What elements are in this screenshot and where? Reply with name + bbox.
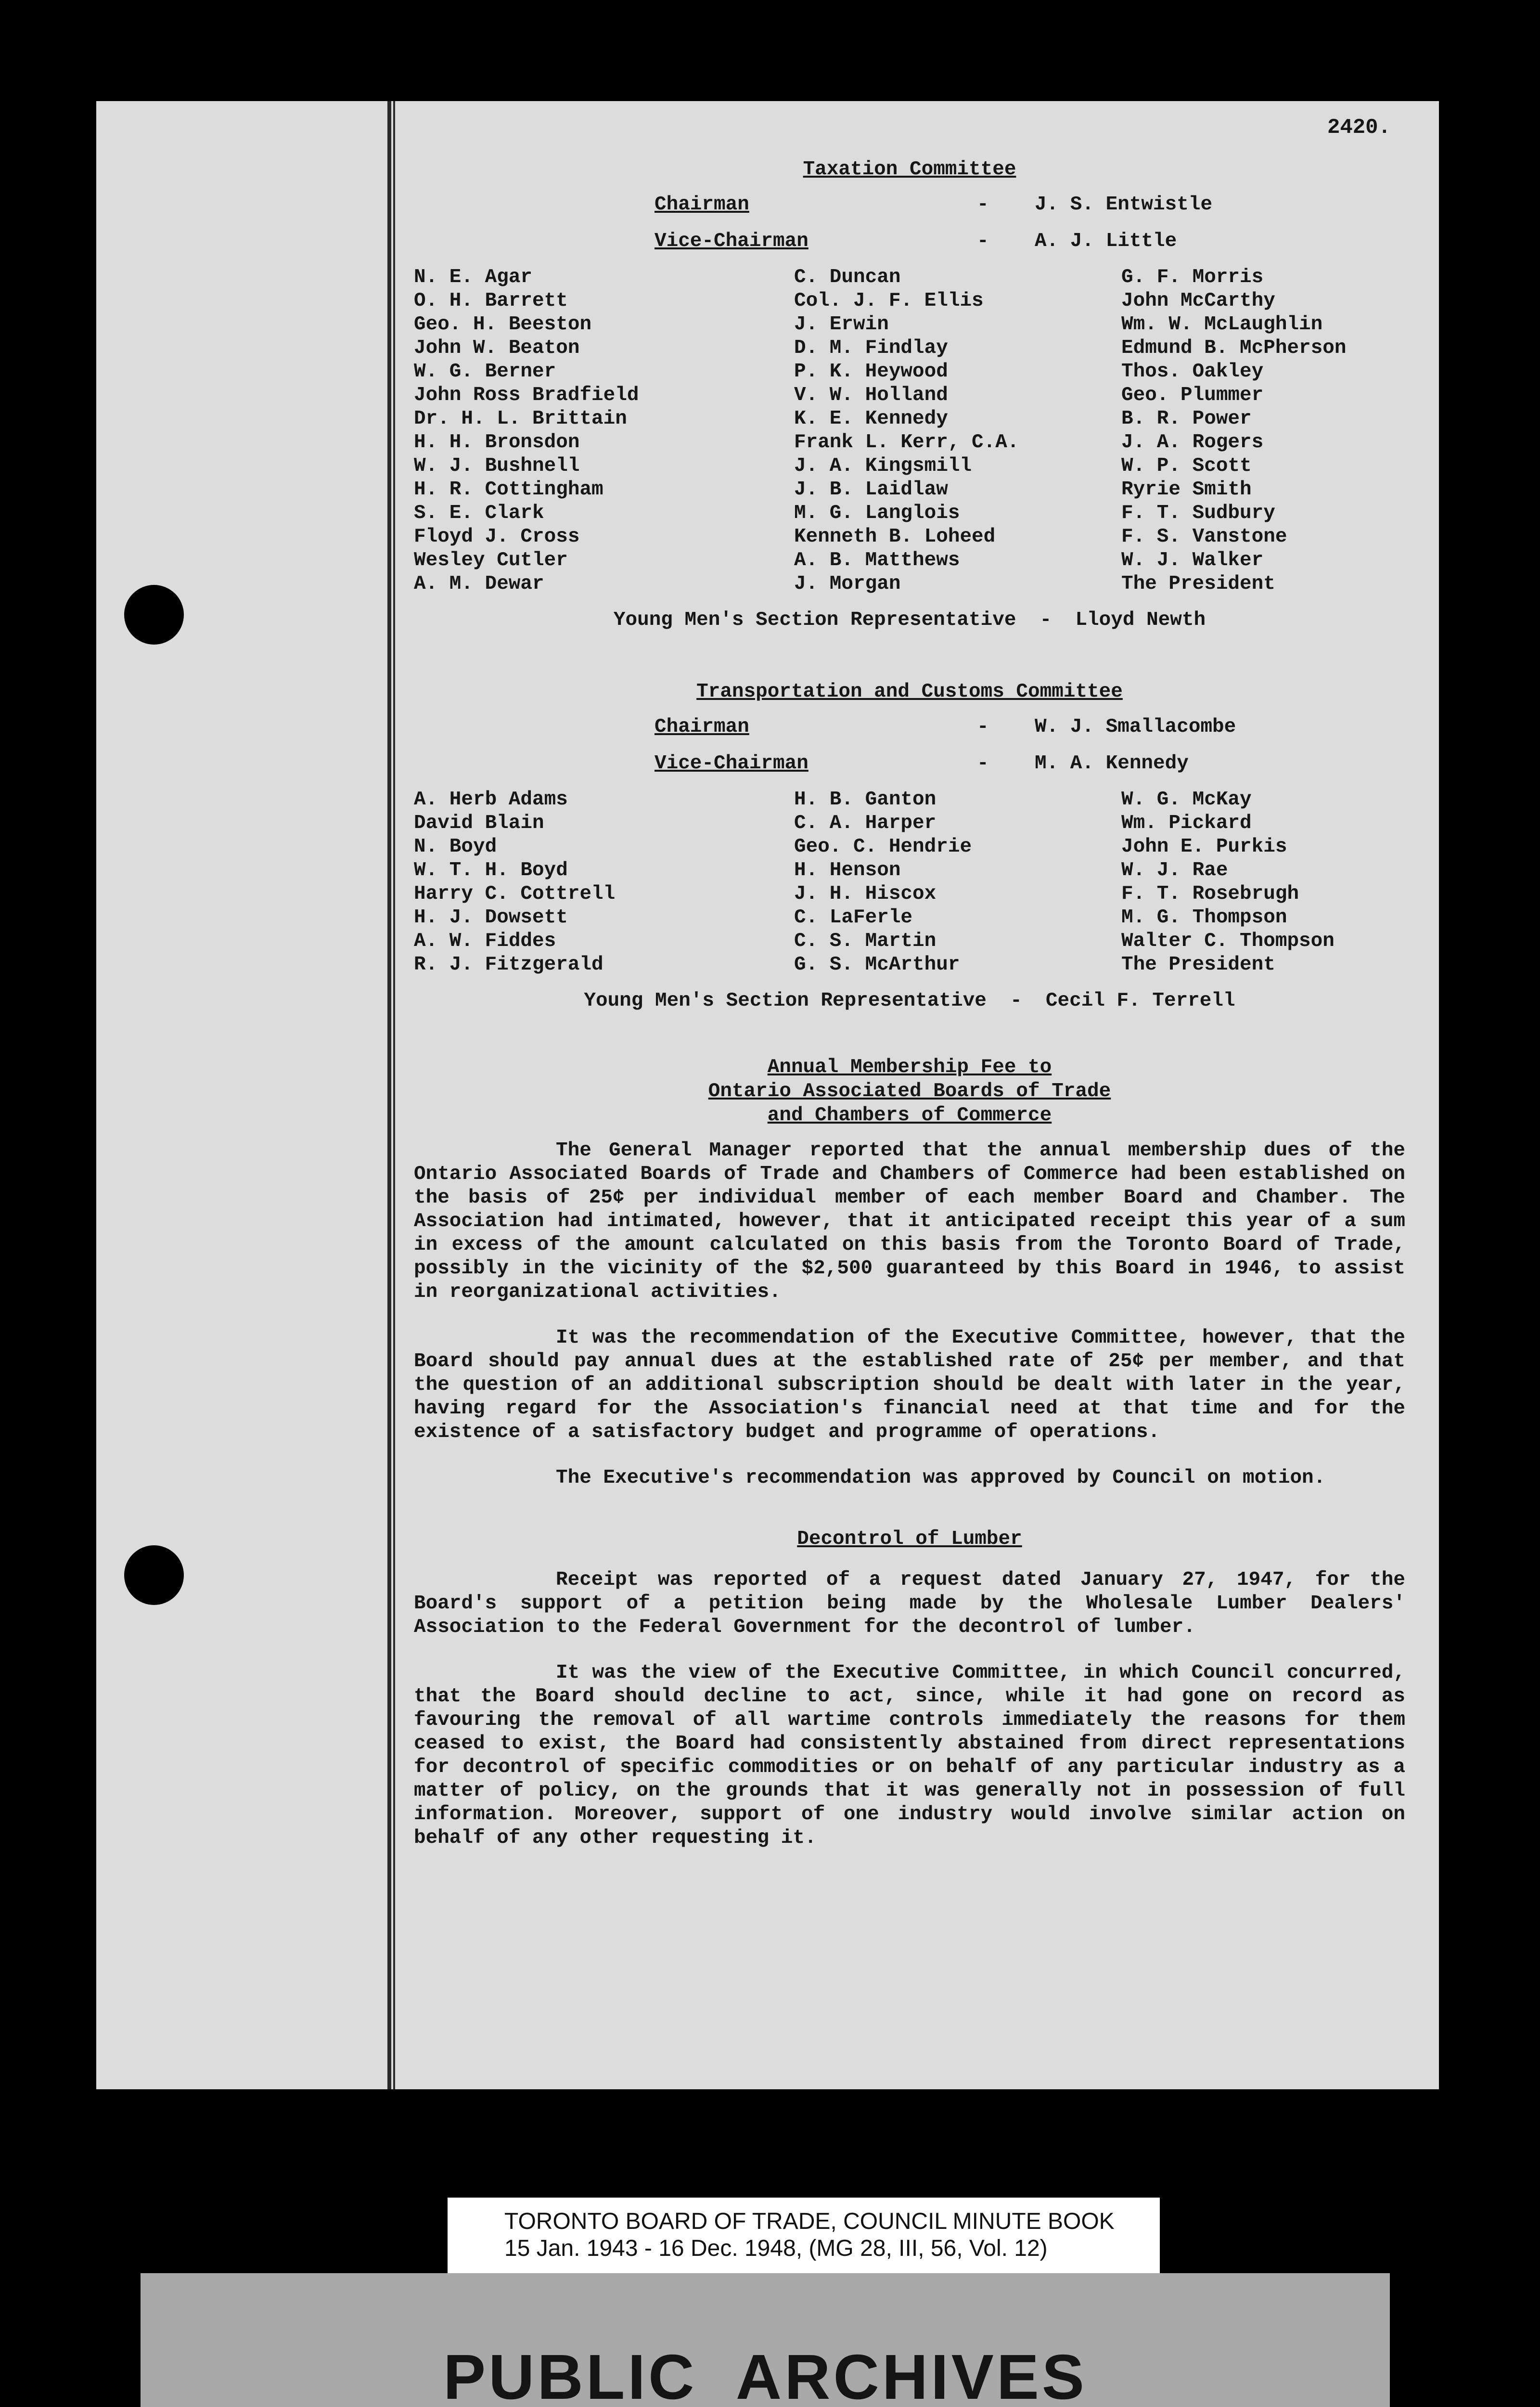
committee-member: Geo. Plummer (1121, 384, 1264, 406)
committee-member: S. E. Clark (414, 502, 544, 524)
stamp-line-1: PUBLIC ARCHIVES (443, 2342, 1087, 2407)
committee-member: David Blain (414, 812, 544, 834)
committee-member: N. Boyd (414, 836, 497, 858)
committee-member: J. Morgan (794, 573, 901, 595)
committee-member: A. M. Dewar (414, 573, 544, 595)
membership-fee-heading (414, 1055, 1405, 1127)
taxation-chairman-row (414, 193, 1405, 217)
committee-member: W. J. Walker (1121, 549, 1264, 571)
committee-member: Edmund B. McPherson (1121, 337, 1347, 359)
transport-members (414, 788, 1405, 977)
committee-member: A. B. Matthews (794, 549, 960, 571)
chairman-label: Chairman (654, 716, 749, 738)
committee-member: F. T. Rosebrugh (1121, 883, 1299, 905)
committee-member: V. W. Holland (794, 384, 948, 406)
committee-member: F. S. Vanstone (1121, 526, 1287, 548)
member-column (414, 266, 794, 596)
committee-member: O. H. Barrett (414, 290, 568, 312)
committee-member: Geo. C. Hendrie (794, 836, 972, 858)
committee-member: Walter C. Thompson (1121, 930, 1335, 952)
committee-member: M. G. Langlois (794, 502, 960, 524)
committee-member: W. J. Rae (1121, 859, 1228, 881)
committee-member: Col. J. F. Ellis (794, 290, 984, 312)
margin-rule (387, 101, 391, 2089)
committee-member: J. Erwin (794, 313, 889, 336)
committee-member: John Ross Bradfield (414, 384, 639, 406)
dash: - (977, 230, 989, 252)
margin-rule-inner (393, 101, 395, 2089)
committee-member: N. E. Agar (414, 266, 533, 288)
committee-member: C. LaFerle (794, 906, 913, 929)
archive-reference-label (448, 2198, 1160, 2275)
archive-label-line-2: 15 Jan. 1943 - 16 Dec. 1948, (MG 28, III, 56, Vol. 12) (504, 2236, 1048, 2261)
member-column (414, 788, 794, 977)
committee-member: Kenneth B. Loheed (794, 526, 996, 548)
committee-member: J. B. Laidlaw (794, 479, 948, 501)
committee-member: Geo. H. Beeston (414, 313, 592, 336)
archive-label-line-1: TORONTO BOARD OF TRADE, COUNCIL MINUTE BOOK (504, 2209, 1115, 2234)
committee-member: C. S. Martin (794, 930, 937, 952)
committee-member: W. P. Scott (1121, 455, 1252, 477)
committee-member: M. G. Thompson (1121, 906, 1287, 929)
committee-member: Floyd J. Cross (414, 526, 580, 548)
committee-member: D. M. Findlay (794, 337, 948, 359)
punch-hole (124, 1545, 184, 1605)
committee-member: B. R. Power (1121, 408, 1252, 430)
member-column (1121, 788, 1391, 977)
membership-paragraph-3: The Executive's recommendation was approved by Council on motion. (556, 1467, 1326, 1489)
committee-member: Wm. W. McLaughlin (1121, 313, 1323, 336)
transport-chairman-row (414, 715, 1405, 739)
committee-member: J. A. Kingsmill (794, 455, 972, 477)
committee-member: J. A. Rogers (1121, 431, 1264, 453)
committee-member: W. G. McKay (1121, 789, 1252, 811)
punch-hole (124, 585, 184, 645)
committee-member: P. K. Heywood (794, 361, 948, 383)
committee-member: Harry C. Cottrell (414, 883, 616, 905)
transport-young-mens-rep: Young Men's Section Representative - Cecil F. Terrell (584, 990, 1235, 1012)
member-column (794, 266, 1121, 596)
dash: - (977, 716, 989, 738)
vice-chairman-label: Vice-Chairman (654, 230, 808, 252)
committee-member: Wm. Pickard (1121, 812, 1252, 834)
committee-member: G. F. Morris (1121, 266, 1264, 288)
committee-member: Dr. H. L. Brittain (414, 408, 627, 430)
lumber-heading: Decontrol of Lumber (797, 1528, 1022, 1550)
committee-member: John W. Beaton (414, 337, 580, 359)
transport-vice-chairman-row (414, 752, 1405, 776)
committee-member: W. G. Berner (414, 361, 556, 383)
committee-member: F. T. Sudbury (1121, 502, 1275, 524)
vice-chairman-label: Vice-Chairman (654, 752, 808, 775)
committee-member: The President (1121, 954, 1275, 976)
member-column (794, 788, 1121, 977)
committee-member: John McCarthy (1121, 290, 1275, 312)
membership-paragraph-1: The General Manager reported that the annual membership dues of the Ontario Associated Boards of Trade and Chambers of Commerce had been established on the basis of 25¢ per individual member of each member Board and Chamber. The Association had intimated, however, that it anticipated receipt this year of a sum in excess of the amount calculated on this basis from the Toronto Board of Trade, possibly in the vicinity of the $2,500 guaranteed by this Board in 1946, to assist in reorganizational activities. (414, 1139, 1405, 1303)
taxation-vice-chairman-row (414, 230, 1405, 253)
heading-line: and Chambers of Commerce (767, 1104, 1052, 1126)
committee-member: C. Duncan (794, 266, 901, 288)
committee-member: G. S. McArthur (794, 954, 960, 976)
minutes-content (414, 158, 1405, 1850)
dash: - (977, 752, 989, 775)
lumber-paragraph-1: Receipt was reported of a request dated January 27, 1947, for the Board's support of a petition being made by the Wholesale Lumber Dealers' Association to the Federal Government for the decontrol of lumber. (414, 1569, 1405, 1638)
committee-member: Frank L. Kerr, C.A. (794, 431, 1019, 453)
membership-paragraph-2: It was the recommendation of the Executive Committee, however, that the Board should pay annual dues at the established rate of 25¢ per member, and that the question of an additional subscription should be dealt with later in the year, having regard for the Association's financial need at that time and for the existence of a satisfactory budget and programme of operations. (414, 1327, 1405, 1443)
committee-member: The President (1121, 573, 1275, 595)
committee-member: K. E. Kennedy (794, 408, 948, 430)
committee-member: J. H. Hiscox (794, 883, 937, 905)
committee-member: A. Herb Adams (414, 789, 568, 811)
committee-member: W. T. H. Boyd (414, 859, 568, 881)
document-page (96, 101, 1439, 2089)
chairman-label: Chairman (654, 194, 749, 216)
committee-member: R. J. Fitzgerald (414, 954, 603, 976)
public-archives-stamp (141, 2273, 1390, 2407)
committee-member: H. Henson (794, 859, 901, 881)
taxation-members (414, 266, 1405, 596)
lumber-paragraph-2: It was the view of the Executive Committee, in which Council concurred, that the Board should decline to act, since, while it had gone on record as favouring the removal of all wartime controls immediately the reasons for them ceased to exist, the Board had consistently abstained from direct representations for decontrol of specific commodities or on behalf of any particular industry as a matter of policy, on the grounds that it was generally not in possession of full information. Moreover, support of one industry would involve similar action on behalf of any other requesting it. (414, 1662, 1405, 1849)
vice-chairman-name: M. A. Kennedy (1035, 752, 1189, 775)
taxation-young-mens-rep: Young Men's Section Representative - Lloyd Newth (613, 609, 1206, 631)
transport-committee-heading: Transportation and Customs Committee (696, 681, 1123, 703)
committee-member: A. W. Fiddes (414, 930, 556, 952)
committee-member: Wesley Cutler (414, 549, 568, 571)
committee-member: H. B. Ganton (794, 789, 937, 811)
chairman-name: W. J. Smallacombe (1035, 716, 1236, 738)
committee-member: Ryrie Smith (1121, 479, 1252, 501)
committee-member: C. A. Harper (794, 812, 937, 834)
page-number: 2420. (1327, 116, 1391, 140)
dash: - (977, 194, 989, 216)
committee-member: W. J. Bushnell (414, 455, 580, 477)
committee-member: H. H. Bronsdon (414, 431, 580, 453)
taxation-committee-heading: Taxation Committee (803, 158, 1016, 181)
heading-line: Ontario Associated Boards of Trade (708, 1080, 1111, 1102)
vice-chairman-name: A. J. Little (1035, 230, 1177, 252)
committee-member: Thos. Oakley (1121, 361, 1264, 383)
chairman-name: J. S. Entwistle (1035, 194, 1213, 216)
member-column (1121, 266, 1391, 596)
committee-member: H. J. Dowsett (414, 906, 568, 929)
committee-member: John E. Purkis (1121, 836, 1287, 858)
committee-member: H. R. Cottingham (414, 479, 603, 501)
heading-line: Annual Membership Fee to (767, 1056, 1052, 1078)
